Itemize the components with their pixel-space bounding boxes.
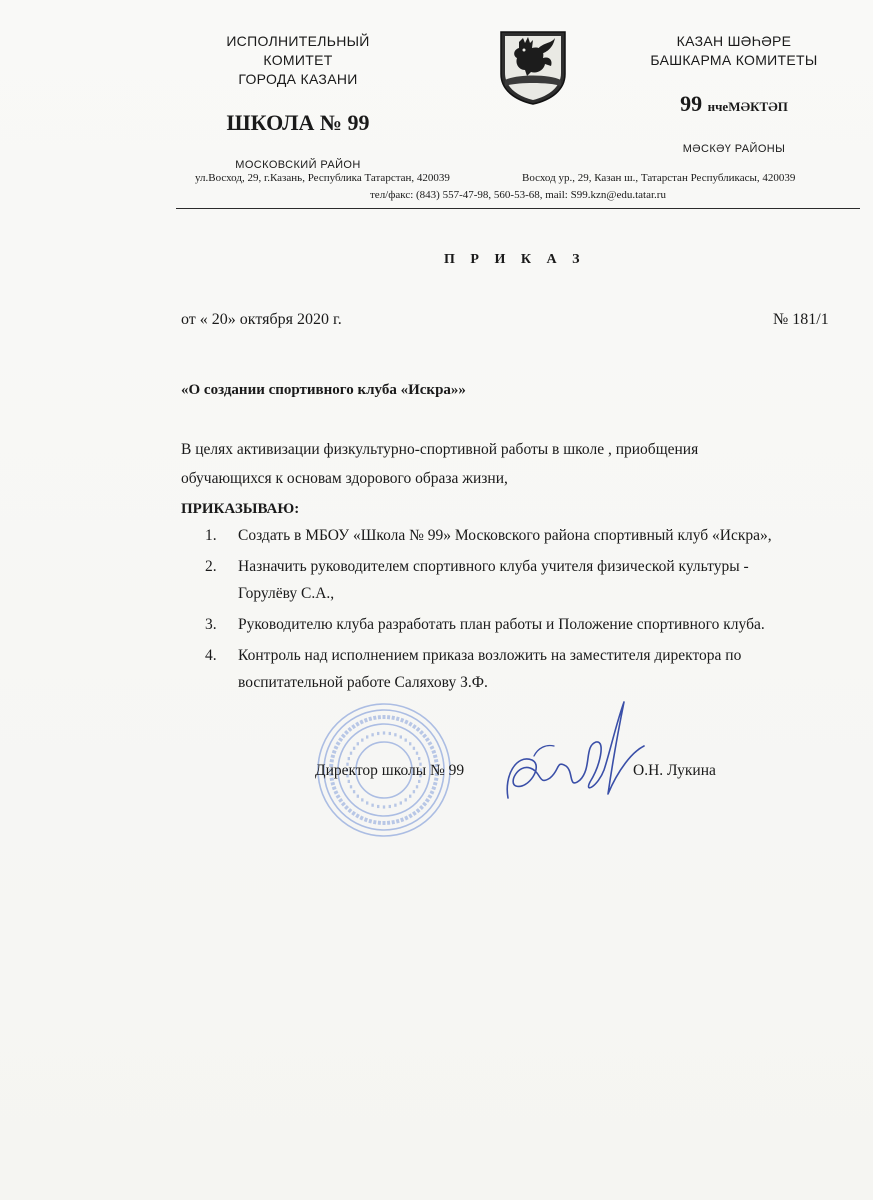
seal-letter-mark: [334, 790, 339, 794]
seal-letter-mark: [413, 747, 415, 750]
seal-letter-mark: [394, 733, 396, 736]
seal-letter-mark: [387, 715, 390, 719]
school-title-tt: [628, 92, 840, 119]
seal-letter-mark: [355, 722, 360, 727]
seal-letter-mark: [364, 718, 368, 723]
seal-letter-mark: [366, 801, 368, 804]
seal-letter-mark: [373, 820, 377, 824]
seal-letter-mark: [431, 750, 436, 754]
seal-letter-mark: [430, 745, 435, 749]
director-name: О.Н. Лукина: [633, 762, 716, 779]
contacts: тел/факс: (843) 557-47-98, 560-53-68, mail: S99.kzn@edu.tatar.ru: [370, 189, 666, 201]
seal-letter-mark: [400, 735, 402, 738]
seal-letter-mark: [377, 805, 379, 808]
seal-letter-mark: [409, 795, 411, 798]
item-text: Назначить руководителем спортивного клуба учителя физической культуры -: [238, 558, 749, 575]
seal-letter-mark: [351, 724, 356, 729]
seal-letter-mark: [427, 794, 432, 799]
seal-letter-mark: [405, 739, 407, 742]
seal-letter-mark: [400, 718, 404, 723]
preamble: [181, 435, 821, 493]
seal-letter-mark: [383, 731, 385, 734]
list-item: [205, 642, 855, 696]
document-date: от « 20» октября 2020 г.: [181, 311, 342, 328]
header-right: [628, 32, 840, 155]
seal-letter-mark: [371, 804, 373, 807]
item-text-continued: Горулёву С.А.,: [238, 585, 335, 602]
item-text: Руководителю клуба разработать план работы и Положение спортивного клуба.: [238, 616, 765, 633]
address-ru: ул.Восход, 29, г.Казань, Республика Татарстан, 420039: [195, 172, 450, 184]
item-number: 3.: [205, 616, 217, 633]
seal-letter-mark: [419, 730, 424, 735]
seal-letter-mark: [368, 819, 372, 824]
seal-letter-mark: [359, 816, 363, 821]
item-number: 4.: [205, 647, 217, 664]
school-number-tt: 99: [680, 91, 703, 116]
seal-letter-mark: [431, 786, 436, 790]
seal-letter-mark: [418, 780, 420, 783]
kazan-coat-of-arms-icon: [497, 28, 569, 106]
seal-letter-mark: [405, 798, 407, 801]
preamble-line: В целях активизации физкультурно-спортивной работы в школе , приобщения: [181, 441, 699, 458]
seal-letter-mark: [361, 739, 363, 742]
header-left: [198, 32, 398, 171]
seal-letter-mark: [416, 752, 418, 755]
seal-letter-mark: [347, 727, 352, 732]
seal-letter-mark: [433, 754, 438, 758]
seal-letter-mark: [334, 745, 339, 749]
document-type: П Р И К А З: [444, 252, 586, 267]
org-name-ru-line1: ИСПОЛНИТЕЛЬНЫЙ КОМИТЕТ: [226, 33, 370, 68]
order-items-list: [205, 522, 855, 696]
list-item: [205, 553, 855, 607]
seal-letter-mark: [348, 780, 350, 783]
school-suffix-tt: нчеМӘКТӘП: [707, 99, 788, 114]
seal-letter-mark: [357, 742, 359, 745]
org-name-tt-line2: БАШКАРМА КОМИТЕТЫ: [650, 52, 818, 68]
seal-letter-mark: [377, 732, 379, 735]
seal-letter-mark: [353, 747, 355, 750]
seal-letter-mark: [330, 782, 335, 786]
seal-letter-mark: [366, 735, 368, 738]
seal-letter-mark: [344, 730, 349, 735]
seal-letter-mark: [416, 808, 421, 813]
seal-letter-mark: [338, 737, 343, 742]
seal-letter-mark: [389, 805, 391, 808]
seal-letter-mark: [412, 724, 417, 729]
list-item: [205, 611, 855, 638]
seal-letter-mark: [361, 798, 363, 801]
seal-letter-mark: [430, 790, 435, 794]
seal-letter-mark: [348, 757, 350, 760]
seal-letter-mark: [383, 821, 386, 825]
school-title-ru: ШКОЛА № 99: [226, 110, 370, 135]
seal-letter-mark: [355, 813, 360, 818]
seal-letter-mark: [396, 716, 400, 721]
seal-letter-mark: [336, 794, 341, 799]
document-subject: «О создании спортивного клуба «Искра»»: [181, 382, 466, 398]
district-tt: МӘСКӘҮ РАЙОНЫ: [682, 143, 786, 155]
seal-letter-mark: [373, 716, 377, 720]
seal-letter-mark: [391, 716, 395, 720]
seal-letter-mark: [387, 821, 390, 825]
seal-letter-mark: [404, 720, 408, 725]
handwritten-signature-icon: [498, 690, 648, 830]
item-text: Контроль над исполнением приказа возложить на заместителя директора по: [238, 647, 742, 664]
seal-letter-mark: [422, 733, 427, 738]
seal-letter-mark: [371, 733, 373, 736]
seal-letter-mark: [378, 715, 381, 719]
seal-letter-mark: [425, 798, 430, 803]
order-word: ПРИКАЗЫВАЮ:: [181, 501, 300, 517]
seal-letter-mark: [383, 805, 385, 808]
seal-letter-mark: [404, 816, 408, 821]
document-number: № 181/1: [773, 311, 829, 328]
seal-letter-mark: [413, 790, 415, 793]
seal-letter-mark: [347, 808, 352, 813]
seal-letter-mark: [408, 722, 413, 727]
seal-letter-mark: [422, 802, 427, 807]
seal-letter-mark: [330, 754, 335, 758]
seal-letter-mark: [357, 795, 359, 798]
seal-letter-mark: [353, 790, 355, 793]
seal-letter-mark: [400, 817, 404, 822]
seal-letter-mark: [391, 820, 395, 824]
seal-letter-mark: [383, 715, 386, 719]
seal-letter-mark: [412, 811, 417, 816]
director-title: Директор школы № 99: [315, 762, 465, 779]
item-text: Создать в МБОУ «Школа № 99» Московского района спортивный клуб «Искра»,: [238, 527, 772, 544]
seal-letter-mark: [332, 750, 337, 754]
seal-letter-mark: [389, 732, 391, 735]
item-number: 2.: [205, 558, 217, 575]
district-ru: МОСКОВСКИЙ РАЙОН: [235, 159, 361, 171]
seal-letter-mark: [419, 805, 424, 810]
header-divider: [176, 208, 860, 209]
seal-letter-mark: [427, 741, 432, 746]
org-name-tt-line1: КАЗАН ШӘҺӘРЕ: [676, 33, 792, 49]
seal-letter-mark: [338, 798, 343, 803]
seal-letter-mark: [400, 801, 402, 804]
seal-letter-mark: [350, 752, 352, 755]
seal-letter-mark: [416, 785, 418, 788]
item-number: 1.: [205, 527, 217, 544]
preamble-line: обучающихся к основам здорового образа жизни,: [181, 470, 508, 487]
seal-letter-mark: [364, 817, 368, 822]
seal-letter-mark: [416, 727, 421, 732]
seal-letter-mark: [408, 813, 413, 818]
seal-letter-mark: [378, 821, 381, 825]
seal-letter-mark: [418, 757, 420, 760]
seal-letter-mark: [409, 742, 411, 745]
list-item: [205, 522, 855, 549]
seal-letter-mark: [394, 804, 396, 807]
seal-letter-mark: [359, 720, 363, 725]
seal-letter-mark: [368, 716, 372, 721]
org-name-ru-line2: ГОРОДА КАЗАНИ: [238, 71, 358, 87]
seal-letter-mark: [351, 811, 356, 816]
seal-letter-mark: [336, 741, 341, 746]
seal-letter-mark: [350, 785, 352, 788]
seal-letter-mark: [341, 802, 346, 807]
address-tt: Восход ур., 29, Казан ш., Татарстан Республикасы, 420039: [522, 172, 796, 184]
seal-letter-mark: [332, 786, 337, 790]
seal-letter-mark: [425, 737, 430, 742]
seal-letter-mark: [341, 733, 346, 738]
seal-letter-mark: [396, 819, 400, 824]
seal-letter-mark: [433, 782, 438, 786]
seal-letter-mark: [344, 805, 349, 810]
item-text-continued: воспитательной работе Саляхову З.Ф.: [238, 674, 488, 691]
